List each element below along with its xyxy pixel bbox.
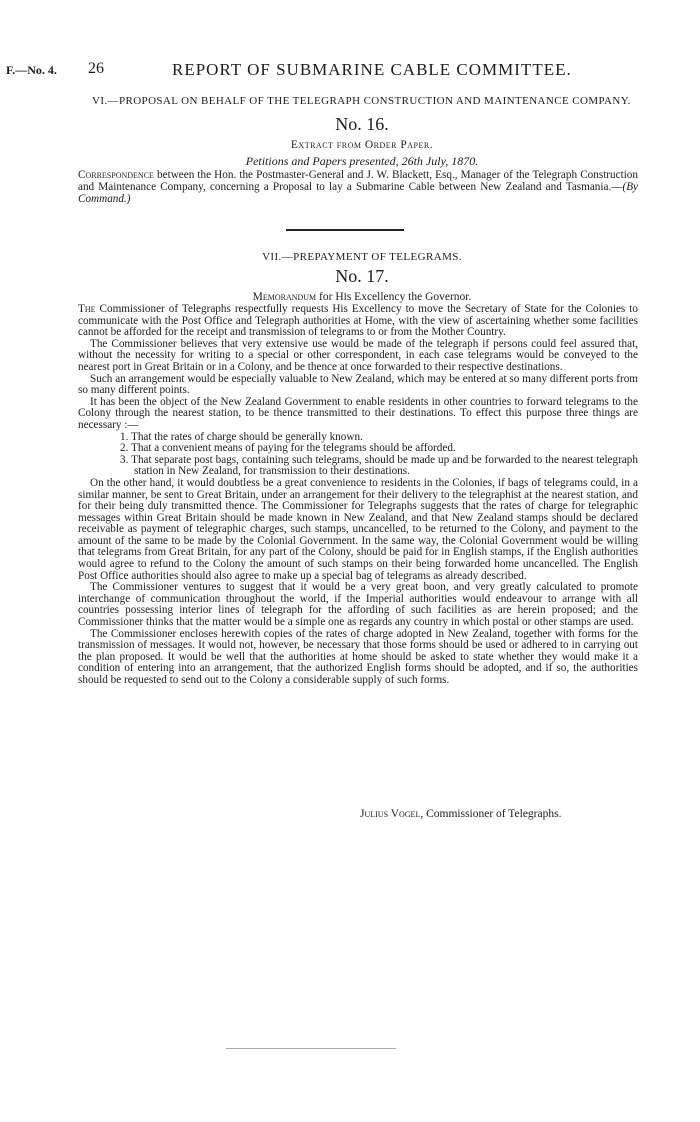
- paragraph-7: The Commissioner encloses herewith copies of the rates of charge adopted in New Zealand, together with forms for the transmission of messages. It would not, however, be necessary that those forms should be used or adhered to in carrying out the plan proposed. It would be well that the authorities at home should be asked to state whether they would make it a condition of entering into an arrangement, that the authorized English forms should be adopted, and if so, the authorities should be requested to send out to the Colony a considerable supply of such forms.: [78, 627, 638, 686]
- memorandum-heading: [82, 291, 642, 303]
- signature-name: Julius Vogel: [360, 808, 421, 820]
- list-item-3: 3. That separate post bags, containing such telegrams, should be made up and be forwarded to the nearest telegraph station in New Zealand, for transmission to their destinations.: [120, 453, 638, 478]
- paragraph-2: The Commissioner believes that very extensive use would be made of the telegraph if persons could feel assured that, without the necessity for writing to a special or other correspondent, in each case telegrams would be conveyed to the nearest port in Great Britain or in a Colony, and be thence at once forwarded to their respective destinations.: [78, 337, 638, 373]
- petitions-line: Petitions and Papers presented, 26th July, 1870.: [245, 154, 479, 168]
- report-title: REPORT OF SUBMARINE CABLE COMMITTEE.: [172, 60, 572, 79]
- section-vii-number: No. 17.: [335, 266, 389, 286]
- paragraph-6: The Commissioner ventures to suggest that it would be a very great boon, and very greatly calculated to promote interchange of communication throughout the world, if the Imperial authorities would endeavour to arrange with all countries possessing interior lines of telegraph for the affording of such facilities as are herein proposed; and the Commissioner thinks that the matter would be a simple one as regards any country in which postal or other stamps are used.: [78, 581, 638, 629]
- paragraph-4: It has been the object of the New Zealand Government to enable residents in other countries to forward telegrams to the Colony through the nearest station, to be thence transmitted to their destinations. To effect this purpose three things are necessary :—: [78, 395, 638, 431]
- memorandum-rest: for His Excellency the Governor.: [316, 291, 472, 303]
- paragraph-5: On the other hand, it would doubtless be a great convenience to residents in the Colonies, if bags of telegrams could, in a similar manner, be sent to Great Britain, under an arrangement for their delivery to the telegraphist at the nearest station, and for their being duly transmitted thence. The Commissioner for Telegraphs suggests that the rates of charge for telegraphic messages within Great Britain should be made known in New Zealand, and that New Zealand stamps should be declared receivable as payment of telegraphic charges, such stamps, uncancelled, to be returned to the Colony, and payment to the amount of the same to be made by the Colonial Government. In the same way, the Colonial Government would be willing that telegrams from Great Britain, for any part of the Colony, should be paid for in English stamps, if the English authorities would agree to refund to the Colony the amount of such stamps on their being forwarded home uncancelled. The English Post Office authorities should also agree to make up a special bag of telegrams as already described.: [78, 476, 638, 582]
- end-rule: [226, 1048, 396, 1049]
- section-vi-heading: VI.—PROPOSAL ON BEHALF OF THE TELEGRAPH CONSTRUCTION AND MAINTENANCE COMPANY.: [92, 95, 631, 107]
- list-item-2: 2. That a convenient means of paying for the telegrams should be afforded.: [120, 442, 456, 455]
- paragraph-1: [78, 304, 638, 339]
- correspondence-note: (By Command.): [78, 181, 638, 205]
- paragraph-1-text: Commissioner of Telegraphs respectfully requests His Excellency to move the Secretary of State for the Colonies to communicate with the Post Office and Telegraph authorities at Home, with the view of ascertaining whether some facilities cannot be afforded for the receipt and transmission of telegrams to or from the Mother Country.: [78, 303, 638, 339]
- section-divider: [286, 229, 404, 231]
- memorandum-body: [78, 304, 638, 687]
- signature-line: [360, 808, 561, 820]
- paragraph-3: Such an arrangement would be especially valuable to New Zealand, which may be entered at so many different ports from so many different points.: [78, 372, 638, 397]
- correspondence-text: between the Hon. the Postmaster-General and J. W. Blackett, Esq., Manager of the Telegraph Construction and Maintenance Company, concerning a Proposal to lay a Submarine Cable between New Zealand and Tasmania.—: [78, 169, 638, 193]
- list-item-1: 1. That the rates of charge should be generally known.: [120, 430, 363, 443]
- paragraph-1-lead: The: [78, 303, 96, 315]
- extract-line: Extract from Order Paper.: [290, 139, 434, 151]
- section-vii-heading: VII.—PREPAYMENT OF TELEGRAMS.: [262, 251, 462, 263]
- page-number: 26: [88, 60, 104, 77]
- paper-code: F.—No. 4.: [6, 63, 57, 77]
- memorandum-lead: Memorandum: [252, 291, 317, 303]
- correspondence-lead: Correspondence: [78, 169, 154, 181]
- signature-title: , Commissioner of Telegraphs.: [420, 808, 562, 820]
- correspondence-paragraph: [78, 169, 638, 205]
- running-header: [0, 60, 700, 82]
- section-vi-number: No. 16.: [335, 114, 389, 134]
